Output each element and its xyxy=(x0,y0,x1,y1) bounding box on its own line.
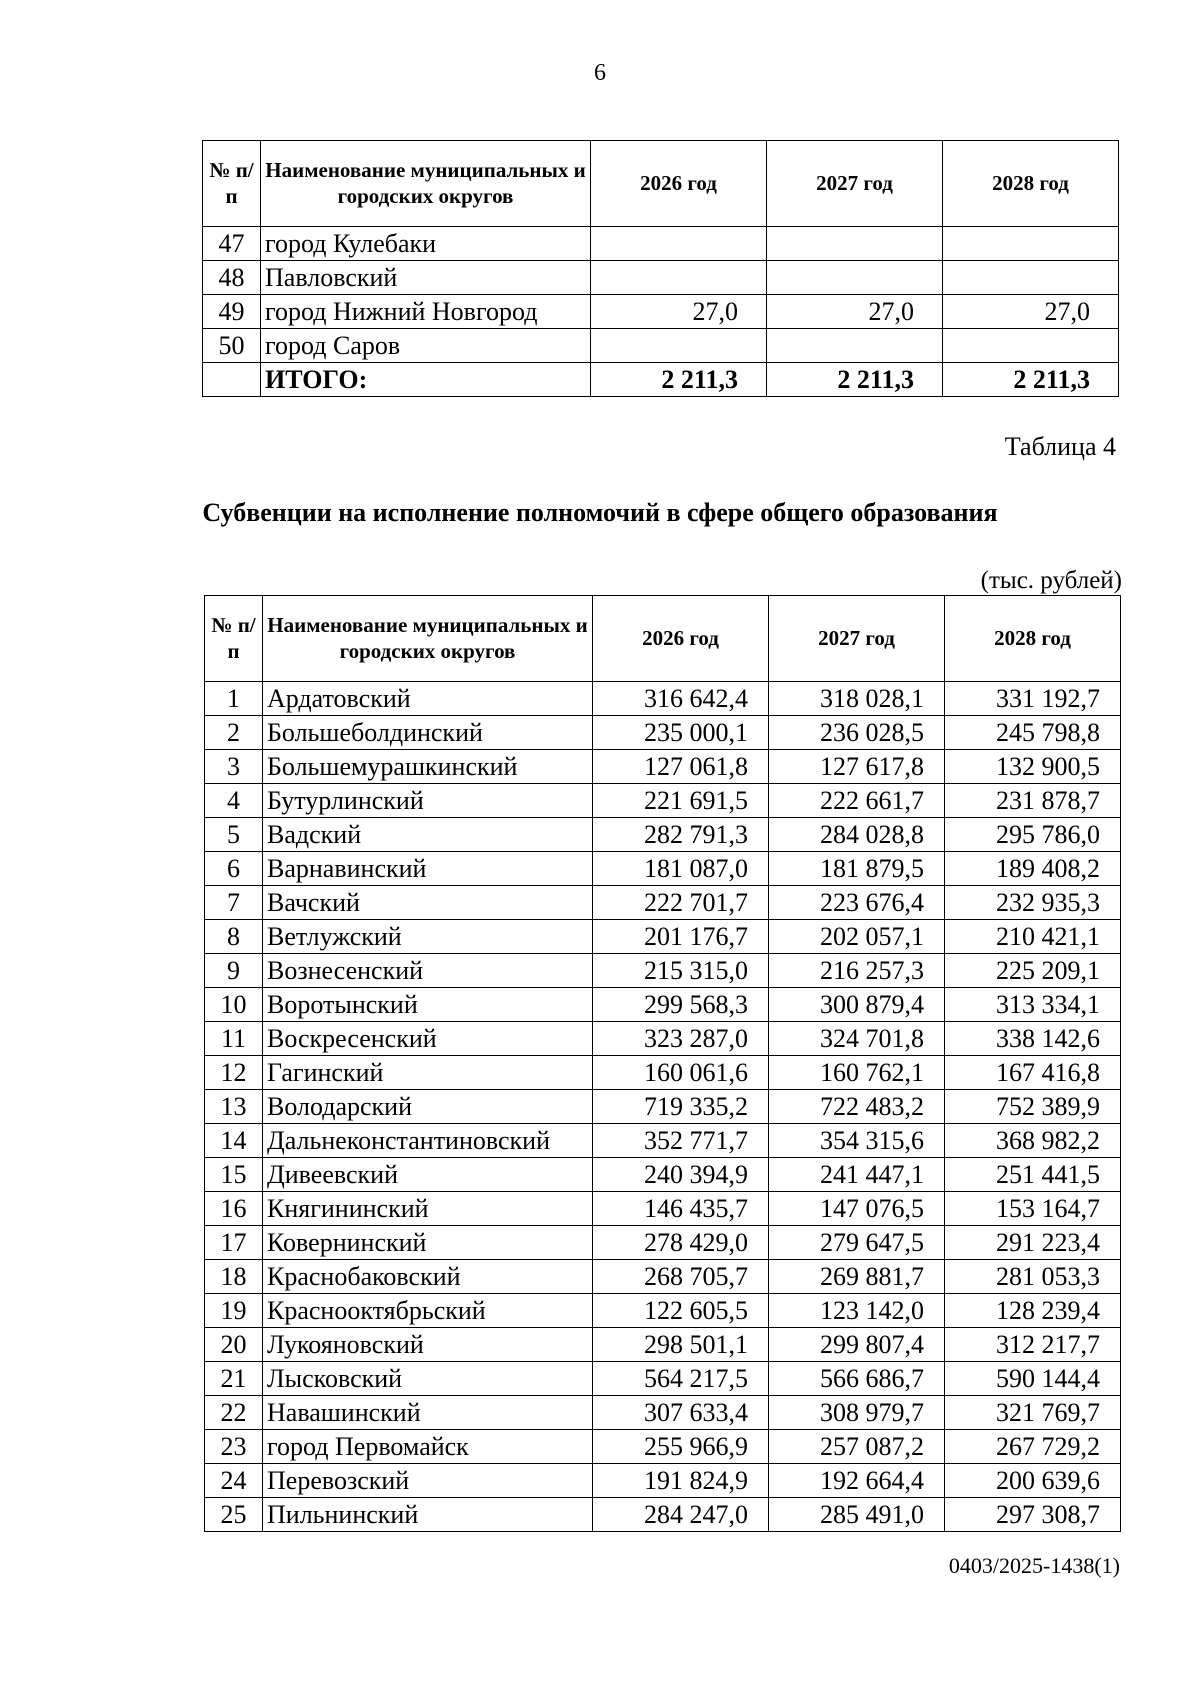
table-row xyxy=(205,1192,1121,1226)
table-title: Субвенции на исполнение полномочий в сфере общего образования xyxy=(202,498,998,527)
table-row xyxy=(205,750,1121,784)
subventions-table xyxy=(204,595,1121,1532)
municipality-name: Вачский xyxy=(263,886,593,920)
table-row xyxy=(203,261,1119,295)
table-row xyxy=(205,1090,1121,1124)
value-2027: 566 686,7 xyxy=(769,1362,945,1396)
value-2028: 368 982,2 xyxy=(945,1124,1121,1158)
header-2026: 2026 год xyxy=(593,596,769,682)
value-2026: 564 217,5 xyxy=(593,1362,769,1396)
table-row xyxy=(205,1124,1121,1158)
table-row xyxy=(205,818,1121,852)
units-label: (тыс. рублей) xyxy=(980,567,1122,594)
value-2027: 222 661,7 xyxy=(769,784,945,818)
municipality-name: Ковернинский xyxy=(263,1226,593,1260)
value-2026: 307 633,4 xyxy=(593,1396,769,1430)
row-number: 15 xyxy=(205,1158,263,1192)
value-2028: 189 408,2 xyxy=(945,852,1121,886)
table-row xyxy=(205,1464,1121,1498)
table-header-row xyxy=(205,596,1121,682)
municipality-name: Краснооктябрьский xyxy=(263,1294,593,1328)
value-2027: 127 617,8 xyxy=(769,750,945,784)
value-2026: 268 705,7 xyxy=(593,1260,769,1294)
municipality-name: Гагинский xyxy=(263,1056,593,1090)
value-2028: 27,0 xyxy=(943,295,1119,329)
value-2027: 202 057,1 xyxy=(769,920,945,954)
value-2026: 255 966,9 xyxy=(593,1430,769,1464)
value-2026: 160 061,6 xyxy=(593,1056,769,1090)
table-row xyxy=(203,227,1119,261)
value-2028: 297 308,7 xyxy=(945,1498,1121,1532)
municipality-name: Павловский xyxy=(261,261,591,295)
header-2028: 2028 год xyxy=(945,596,1121,682)
row-number: 3 xyxy=(205,750,263,784)
table-row xyxy=(205,1396,1121,1430)
municipality-name: Ардатовский xyxy=(263,682,593,716)
municipality-name: Краснобаковский xyxy=(263,1260,593,1294)
row-number: 18 xyxy=(205,1260,263,1294)
value-2027: 354 315,6 xyxy=(769,1124,945,1158)
row-number: 11 xyxy=(205,1022,263,1056)
header-2026: 2026 год xyxy=(591,141,767,227)
municipality-name: город Кулебаки xyxy=(261,227,591,261)
table-row xyxy=(205,1226,1121,1260)
value-2026: 240 394,9 xyxy=(593,1158,769,1192)
value-2027: 160 762,1 xyxy=(769,1056,945,1090)
value-2026: 27,0 xyxy=(591,295,767,329)
document-code: 0403/2025-1438(1) xyxy=(948,1553,1120,1578)
row-number: 4 xyxy=(205,784,263,818)
table-row xyxy=(205,1498,1121,1532)
municipality-name: Навашинский xyxy=(263,1396,593,1430)
header-name: Наименование муниципальных и городских округов xyxy=(263,596,593,682)
value-2027: 279 647,5 xyxy=(769,1226,945,1260)
row-number: 14 xyxy=(205,1124,263,1158)
municipality-name: город Первомайск xyxy=(263,1430,593,1464)
row-number: 22 xyxy=(205,1396,263,1430)
row-number: 2 xyxy=(205,716,263,750)
value-2027: 192 664,4 xyxy=(769,1464,945,1498)
row-number: 8 xyxy=(205,920,263,954)
row-number: 49 xyxy=(203,295,261,329)
municipality-name: Бутурлинский xyxy=(263,784,593,818)
row-number: 21 xyxy=(205,1362,263,1396)
value-2027: 181 879,5 xyxy=(769,852,945,886)
value-2027: 300 879,4 xyxy=(769,988,945,1022)
value-2028: 210 421,1 xyxy=(945,920,1121,954)
table-body xyxy=(205,682,1121,1532)
value-2026: 146 435,7 xyxy=(593,1192,769,1226)
value-2027: 241 447,1 xyxy=(769,1158,945,1192)
value-2027: 236 028,5 xyxy=(769,716,945,750)
value-2027: 324 701,8 xyxy=(769,1022,945,1056)
table-row xyxy=(205,988,1121,1022)
municipality-name: Воротынский xyxy=(263,988,593,1022)
row-number: 24 xyxy=(205,1464,263,1498)
value-2028: 245 798,8 xyxy=(945,716,1121,750)
municipality-name: Лысковский xyxy=(263,1362,593,1396)
value-2026: 298 501,1 xyxy=(593,1328,769,1362)
value-2027: 269 881,7 xyxy=(769,1260,945,1294)
value-2028: 281 053,3 xyxy=(945,1260,1121,1294)
row-number: 5 xyxy=(205,818,263,852)
value-2027: 318 028,1 xyxy=(769,682,945,716)
value-2028: 225 209,1 xyxy=(945,954,1121,988)
row-number: 12 xyxy=(205,1056,263,1090)
row-number: 9 xyxy=(205,954,263,988)
table-row xyxy=(205,784,1121,818)
value-2026: 235 000,1 xyxy=(593,716,769,750)
municipality-name: Княгининский xyxy=(263,1192,593,1226)
row-number: 6 xyxy=(205,852,263,886)
table-row xyxy=(205,1022,1121,1056)
value-2027 xyxy=(767,227,943,261)
table-row xyxy=(205,1362,1121,1396)
table-row xyxy=(205,954,1121,988)
row-number: 25 xyxy=(205,1498,263,1532)
total-row xyxy=(203,363,1119,397)
header-2027: 2027 год xyxy=(767,141,943,227)
value-2026: 215 315,0 xyxy=(593,954,769,988)
value-2026: 122 605,5 xyxy=(593,1294,769,1328)
value-2028: 167 416,8 xyxy=(945,1056,1121,1090)
table-row xyxy=(205,886,1121,920)
value-2027: 27,0 xyxy=(767,295,943,329)
value-2028: 251 441,5 xyxy=(945,1158,1121,1192)
value-2027: 123 142,0 xyxy=(769,1294,945,1328)
value-2026: 278 429,0 xyxy=(593,1226,769,1260)
municipality-name: Воскресенский xyxy=(263,1022,593,1056)
total-2028: 2 211,3 xyxy=(943,363,1119,397)
table-row xyxy=(205,1260,1121,1294)
table-row xyxy=(205,920,1121,954)
value-2026: 201 176,7 xyxy=(593,920,769,954)
table-row xyxy=(205,716,1121,750)
table-row xyxy=(203,329,1119,363)
value-2026 xyxy=(591,261,767,295)
value-2027: 722 483,2 xyxy=(769,1090,945,1124)
table-caption: Таблица 4 xyxy=(1004,432,1116,461)
header-number: № п/п xyxy=(205,596,263,682)
table-row xyxy=(205,852,1121,886)
table-row xyxy=(205,1056,1121,1090)
municipality-name: Перевозский xyxy=(263,1464,593,1498)
value-2028: 295 786,0 xyxy=(945,818,1121,852)
value-2028: 200 639,6 xyxy=(945,1464,1121,1498)
page-number: 6 xyxy=(594,60,606,86)
header-2028: 2028 год xyxy=(943,141,1119,227)
value-2028: 321 769,7 xyxy=(945,1396,1121,1430)
value-2026 xyxy=(591,329,767,363)
total-label: ИТОГО: xyxy=(261,363,591,397)
table-row xyxy=(205,1294,1121,1328)
value-2028: 153 164,7 xyxy=(945,1192,1121,1226)
value-2026: 299 568,3 xyxy=(593,988,769,1022)
row-number: 16 xyxy=(205,1192,263,1226)
value-2027: 216 257,3 xyxy=(769,954,945,988)
total-number-cell xyxy=(203,363,261,397)
table-header-row xyxy=(203,141,1119,227)
table-continuation xyxy=(202,140,1119,397)
municipality-name: город Нижний Новгород xyxy=(261,295,591,329)
value-2026: 282 791,3 xyxy=(593,818,769,852)
value-2028: 128 239,4 xyxy=(945,1294,1121,1328)
value-2028 xyxy=(943,261,1119,295)
header-number: № п/п xyxy=(203,141,261,227)
municipality-name: Вознесенский xyxy=(263,954,593,988)
value-2027: 299 807,4 xyxy=(769,1328,945,1362)
table-row xyxy=(205,1158,1121,1192)
row-number: 23 xyxy=(205,1430,263,1464)
municipality-name: Дивеевский xyxy=(263,1158,593,1192)
table-row xyxy=(203,295,1119,329)
value-2027: 284 028,8 xyxy=(769,818,945,852)
header-name: Наименование муниципальных и городских округов xyxy=(261,141,591,227)
municipality-name: Варнавинский xyxy=(263,852,593,886)
municipality-name: Лукояновский xyxy=(263,1328,593,1362)
row-number: 13 xyxy=(205,1090,263,1124)
value-2026: 222 701,7 xyxy=(593,886,769,920)
value-2027 xyxy=(767,329,943,363)
value-2028: 312 217,7 xyxy=(945,1328,1121,1362)
total-2027: 2 211,3 xyxy=(767,363,943,397)
value-2027: 223 676,4 xyxy=(769,886,945,920)
municipality-name: Большеболдинский xyxy=(263,716,593,750)
row-number: 50 xyxy=(203,329,261,363)
value-2026: 352 771,7 xyxy=(593,1124,769,1158)
value-2026: 323 287,0 xyxy=(593,1022,769,1056)
value-2026: 284 247,0 xyxy=(593,1498,769,1532)
municipality-name: Дальнеконстантиновский xyxy=(263,1124,593,1158)
value-2028: 590 144,4 xyxy=(945,1362,1121,1396)
table-row xyxy=(205,1328,1121,1362)
value-2028: 232 935,3 xyxy=(945,886,1121,920)
row-number: 48 xyxy=(203,261,261,295)
municipality-name: Вадский xyxy=(263,818,593,852)
value-2028: 291 223,4 xyxy=(945,1226,1121,1260)
row-number: 47 xyxy=(203,227,261,261)
value-2027: 257 087,2 xyxy=(769,1430,945,1464)
row-number: 19 xyxy=(205,1294,263,1328)
value-2027: 285 491,0 xyxy=(769,1498,945,1532)
value-2028: 331 192,7 xyxy=(945,682,1121,716)
value-2026: 127 061,8 xyxy=(593,750,769,784)
header-2027: 2027 год xyxy=(769,596,945,682)
value-2026: 221 691,5 xyxy=(593,784,769,818)
value-2028: 231 878,7 xyxy=(945,784,1121,818)
table-body xyxy=(203,227,1119,397)
municipality-name: город Саров xyxy=(261,329,591,363)
value-2026: 191 824,9 xyxy=(593,1464,769,1498)
row-number: 17 xyxy=(205,1226,263,1260)
value-2028: 267 729,2 xyxy=(945,1430,1121,1464)
table-row xyxy=(205,682,1121,716)
value-2026 xyxy=(591,227,767,261)
row-number: 1 xyxy=(205,682,263,716)
value-2028: 313 334,1 xyxy=(945,988,1121,1022)
value-2027: 147 076,5 xyxy=(769,1192,945,1226)
value-2026: 181 087,0 xyxy=(593,852,769,886)
row-number: 10 xyxy=(205,988,263,1022)
value-2028: 132 900,5 xyxy=(945,750,1121,784)
value-2028: 752 389,9 xyxy=(945,1090,1121,1124)
row-number: 20 xyxy=(205,1328,263,1362)
value-2026: 719 335,2 xyxy=(593,1090,769,1124)
municipality-name: Ветлужский xyxy=(263,920,593,954)
value-2026: 316 642,4 xyxy=(593,682,769,716)
value-2027: 308 979,7 xyxy=(769,1396,945,1430)
municipality-name: Володарский xyxy=(263,1090,593,1124)
value-2028 xyxy=(943,329,1119,363)
row-number: 7 xyxy=(205,886,263,920)
value-2028: 338 142,6 xyxy=(945,1022,1121,1056)
value-2027 xyxy=(767,261,943,295)
total-2026: 2 211,3 xyxy=(591,363,767,397)
municipality-name: Большемурашкинский xyxy=(263,750,593,784)
value-2028 xyxy=(943,227,1119,261)
table-row xyxy=(205,1430,1121,1464)
municipality-name: Пильнинский xyxy=(263,1498,593,1532)
